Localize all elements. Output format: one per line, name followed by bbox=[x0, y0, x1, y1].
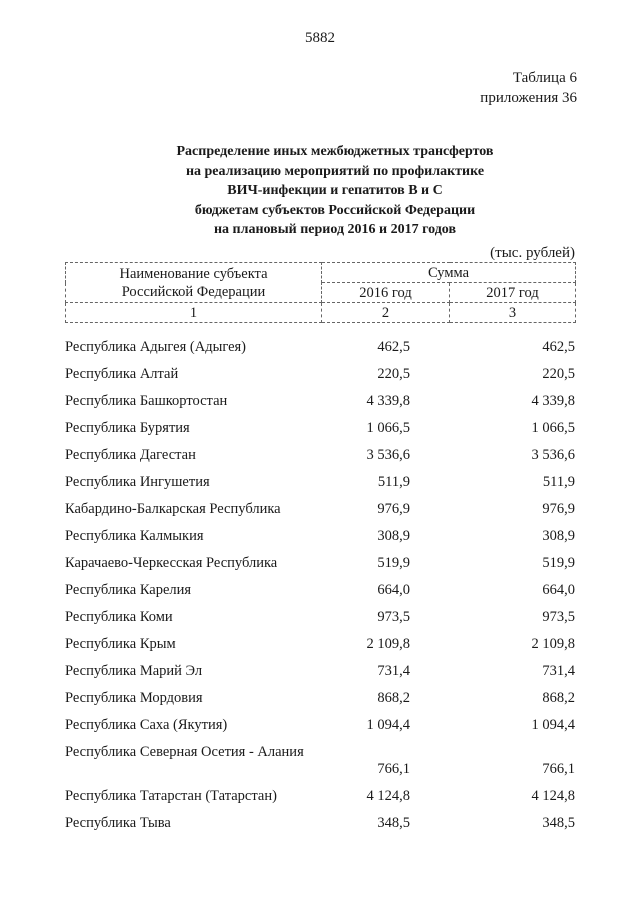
amount-2016: 519,9 bbox=[377, 555, 410, 571]
amount-2017: 1 094,4 bbox=[531, 717, 575, 733]
units-label: (тыс. рублей) bbox=[490, 245, 575, 261]
amount-2017: 220,5 bbox=[542, 366, 575, 382]
subject-name: Республика Мордовия bbox=[65, 690, 203, 706]
subject-name: Республика Марий Эл bbox=[65, 663, 203, 679]
table-row bbox=[65, 500, 575, 527]
table-row bbox=[65, 392, 575, 419]
amount-2017: 4 339,8 bbox=[531, 393, 575, 409]
table-title bbox=[0, 142, 640, 240]
table-row bbox=[65, 527, 575, 554]
table-row bbox=[65, 608, 575, 635]
amount-2017: 1 066,5 bbox=[531, 420, 575, 436]
table-header bbox=[65, 262, 576, 323]
title-line: бюджетам субъектов Российской Федерации bbox=[194, 202, 476, 218]
table-row bbox=[65, 419, 575, 446]
title-line: ВИЧ-инфекции и гепатитов В и С bbox=[227, 183, 443, 198]
amount-2016: 220,5 bbox=[377, 366, 410, 382]
amount-2017: 308,9 bbox=[542, 528, 575, 544]
subject-name: Республика Дагестан bbox=[65, 447, 196, 463]
amount-2016: 976,9 bbox=[377, 501, 410, 517]
header-subject-line2: Российской Федерации bbox=[121, 283, 266, 300]
table-row bbox=[65, 446, 575, 473]
table-row bbox=[65, 635, 575, 662]
table-row bbox=[65, 814, 575, 841]
header-year-2016: 2016 год bbox=[322, 283, 450, 303]
subject-name: Кабардино-Балкарская Республика bbox=[65, 501, 281, 517]
table-number: Таблица 6 bbox=[512, 70, 577, 86]
title-line: на плановый период 2016 и 2017 годов bbox=[213, 222, 457, 237]
subject-name: Республика Коми bbox=[65, 609, 173, 625]
subject-name: Республика Ингушетия bbox=[65, 474, 210, 490]
header-col-num-2: 2 bbox=[322, 303, 450, 323]
amount-2016: 4 124,8 bbox=[366, 788, 410, 804]
amount-2016: 766,1 bbox=[377, 761, 410, 777]
header-col-num-3: 3 bbox=[450, 303, 576, 323]
amount-2017: 3 536,6 bbox=[531, 447, 575, 463]
amount-2016: 868,2 bbox=[377, 690, 410, 706]
subject-name: Республика Башкортостан bbox=[65, 393, 228, 409]
amount-2016: 4 339,8 bbox=[366, 393, 410, 409]
table-row bbox=[65, 743, 575, 787]
header-subject-name bbox=[66, 263, 322, 303]
table-body bbox=[65, 338, 575, 841]
amount-2016: 1 066,5 bbox=[366, 420, 410, 436]
amount-2016: 2 109,8 bbox=[366, 636, 410, 652]
amount-2016: 511,9 bbox=[377, 474, 410, 490]
amount-2017: 664,0 bbox=[542, 582, 575, 598]
amount-2017: 348,5 bbox=[542, 815, 575, 831]
subject-name: Республика Калмыкия bbox=[65, 528, 204, 544]
table-row bbox=[65, 662, 575, 689]
appendix-number: приложения 36 bbox=[480, 90, 577, 106]
amount-2017: 973,5 bbox=[542, 609, 575, 625]
amount-2016: 348,5 bbox=[377, 815, 410, 831]
subject-name: Республика Бурятия bbox=[65, 420, 190, 436]
subject-name: Республика Карелия bbox=[65, 582, 192, 598]
table-row bbox=[65, 716, 575, 743]
title-line: Распределение иных межбюджетных трансфертов bbox=[176, 144, 494, 159]
amount-2016: 3 536,6 bbox=[366, 447, 410, 463]
header-subject-line1: Наименование субъекта bbox=[119, 265, 268, 282]
amount-2017: 868,2 bbox=[542, 690, 575, 706]
title-line: на реализацию мероприятий по профилактике bbox=[185, 163, 485, 179]
amount-2017: 4 124,8 bbox=[531, 788, 575, 804]
table-row bbox=[65, 338, 575, 365]
amount-2016: 731,4 bbox=[377, 663, 410, 679]
subject-name: Республика Тыва bbox=[65, 815, 171, 831]
page-number: 5882 bbox=[305, 30, 335, 46]
amount-2017: 519,9 bbox=[542, 555, 575, 571]
subject-name: Республика Адыгея (Адыгея) bbox=[65, 339, 247, 355]
amount-2017: 976,9 bbox=[542, 501, 575, 517]
subject-name: Республика Крым bbox=[65, 636, 176, 652]
subject-name: Республика Алтай bbox=[65, 366, 179, 382]
amount-2016: 664,0 bbox=[377, 582, 410, 598]
table-row bbox=[65, 581, 575, 608]
header-year-2017: 2017 год bbox=[450, 283, 576, 303]
header-sum: Сумма bbox=[322, 263, 576, 283]
subject-name: Республика Северная Осетия - Алания bbox=[65, 744, 304, 760]
amount-2016: 462,5 bbox=[377, 339, 410, 355]
amount-2016: 308,9 bbox=[377, 528, 410, 544]
subject-name: Карачаево-Черкесская Республика bbox=[65, 555, 278, 571]
table-row bbox=[65, 689, 575, 716]
amount-2016: 1 094,4 bbox=[366, 717, 410, 733]
amount-2017: 731,4 bbox=[542, 663, 575, 679]
header-col-num-1: 1 bbox=[66, 303, 322, 323]
amount-2017: 2 109,8 bbox=[531, 636, 575, 652]
table-row bbox=[65, 787, 575, 814]
amount-2017: 511,9 bbox=[542, 474, 575, 490]
table-row bbox=[65, 365, 575, 392]
table-reference bbox=[480, 68, 577, 108]
amount-2016: 973,5 bbox=[377, 609, 410, 625]
amount-2017: 462,5 bbox=[542, 339, 575, 355]
table-row bbox=[65, 473, 575, 500]
amount-2017: 766,1 bbox=[542, 761, 575, 777]
subject-name: Республика Татарстан (Татарстан) bbox=[65, 788, 277, 804]
table-row bbox=[65, 554, 575, 581]
subject-name: Республика Саха (Якутия) bbox=[65, 717, 228, 733]
